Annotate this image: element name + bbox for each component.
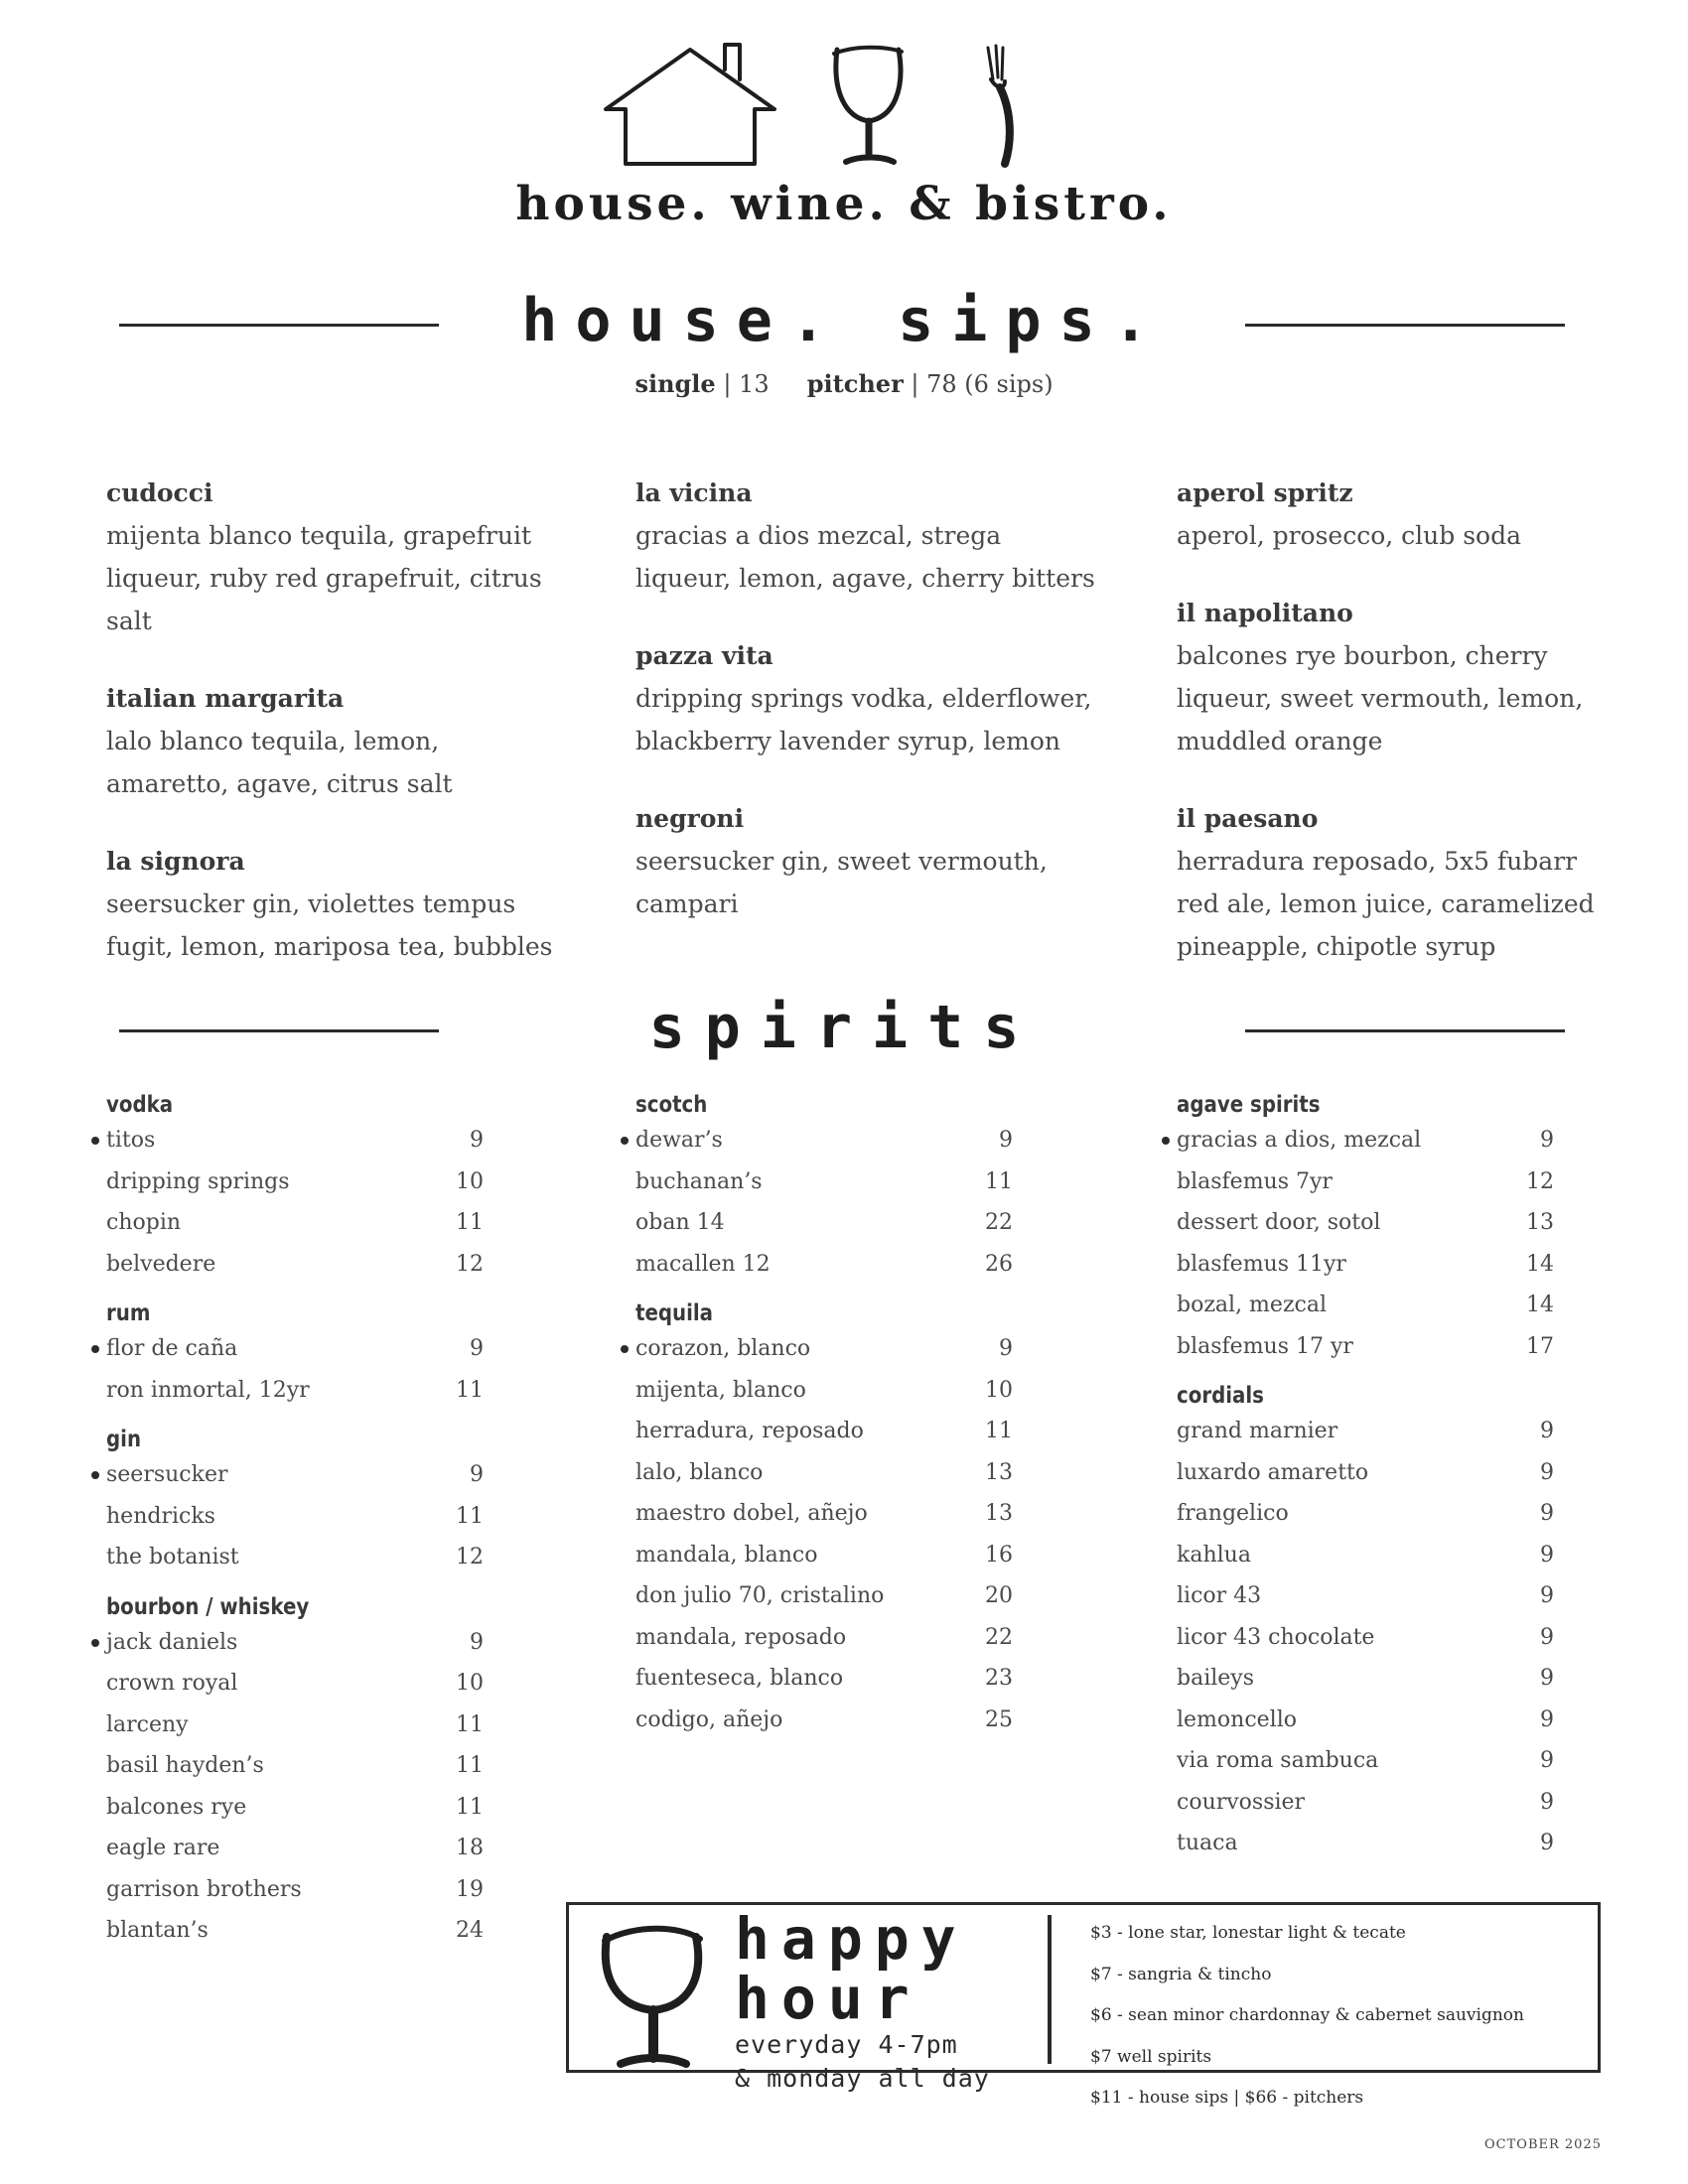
- happy-hour-title: [735, 1905, 968, 2032]
- cocktail-description: mijenta blanco tequila, grapefruit liqueur, ruby red grapefruit, citrus salt: [106, 521, 542, 635]
- happy-hour-times: [735, 2028, 990, 2096]
- spirit-name: blasfemus 7yr: [1177, 1168, 1333, 1194]
- spirit-name: titos: [106, 1128, 156, 1153]
- spirit-category-title: tequila: [635, 1300, 714, 1326]
- cocktail-item: [106, 841, 558, 968]
- spirit-price: 9: [1540, 1706, 1554, 1732]
- spirit-name: lemoncello: [1177, 1706, 1297, 1732]
- spirit-name: via roma sambuca: [1177, 1748, 1379, 1773]
- spirit-item: [106, 1745, 484, 1787]
- cocktail-item: [1177, 593, 1614, 762]
- cocktail-column-1: [106, 473, 558, 1004]
- spirit-item: [1177, 1202, 1554, 1244]
- cocktail-name: il napolitano: [1177, 599, 1353, 627]
- spirit-item: [1177, 1658, 1554, 1700]
- bullet-icon: [621, 1345, 629, 1353]
- cocktail-column-2: [635, 473, 1102, 961]
- spirit-price: 11: [456, 1711, 484, 1737]
- spirit-category: [106, 1090, 484, 1285]
- bullet-icon: [91, 1639, 99, 1647]
- spirit-item: [106, 1370, 484, 1412]
- cocktail-description: seersucker gin, sweet vermouth, campari: [635, 847, 1048, 918]
- spirit-price: 9: [1540, 1583, 1554, 1608]
- spirit-price: 20: [985, 1583, 1013, 1608]
- spirit-name: macallen 12: [635, 1251, 771, 1277]
- spirit-name: dessert door, sotol: [1177, 1210, 1381, 1235]
- brand-name: house. wine. & bistro.: [515, 177, 1173, 231]
- spirit-item: [106, 1910, 484, 1952]
- spirit-item: [1177, 1617, 1554, 1659]
- spirit-name: baileys: [1177, 1666, 1255, 1691]
- spirit-name: the botanist: [106, 1545, 239, 1570]
- spirit-price: 10: [456, 1671, 484, 1696]
- spirit-category-title: gin: [106, 1427, 142, 1452]
- spirit-item: [106, 1120, 484, 1161]
- cocktail-item: [106, 473, 558, 642]
- spirit-name: ron inmortal, 12yr: [106, 1377, 310, 1403]
- spirit-price: 9: [1540, 1419, 1554, 1443]
- spirit-item: [1177, 1326, 1554, 1368]
- spirit-category: [1177, 1090, 1554, 1367]
- spirits-column-1: [106, 1090, 484, 1966]
- spirit-price: 13: [1526, 1210, 1554, 1235]
- happy-hour-times-line2: & monday all day: [735, 2064, 990, 2093]
- spirit-item: [1177, 1411, 1554, 1452]
- spirit-price: 9: [1540, 1501, 1554, 1526]
- spirit-price: 18: [456, 1836, 484, 1860]
- spirit-item: [1177, 1452, 1554, 1494]
- cocktail-item: [635, 798, 1102, 925]
- cocktail-name: aperol spritz: [1177, 478, 1353, 507]
- spirit-item: [635, 1658, 1013, 1700]
- cocktail-item: [635, 473, 1102, 600]
- spirit-price: 11: [456, 1794, 484, 1820]
- spirit-item: [635, 1370, 1013, 1412]
- spirit-item: [106, 1663, 484, 1705]
- spirit-price: 11: [456, 1210, 484, 1235]
- spirit-price: 9: [999, 1128, 1013, 1153]
- spirit-item: [1177, 1740, 1554, 1782]
- spirit-name: crown royal: [106, 1671, 238, 1696]
- spirit-price: 9: [1540, 1831, 1554, 1855]
- spirit-item: [635, 1535, 1013, 1576]
- spirit-price: 11: [456, 1753, 484, 1778]
- spirit-item: [1177, 1285, 1554, 1326]
- spirit-name: mandala, reposado: [635, 1624, 847, 1650]
- spirit-category-title: rum: [106, 1300, 151, 1326]
- spirit-category: [635, 1298, 1013, 1740]
- fork-icon: [988, 46, 1010, 164]
- spirit-name: seersucker: [106, 1462, 228, 1487]
- spirit-item: [1177, 1823, 1554, 1864]
- spirit-price: 25: [985, 1706, 1013, 1732]
- spirit-category-title: agave spirits: [1177, 1092, 1321, 1118]
- spirit-price: 9: [999, 1336, 1013, 1361]
- spirit-price: 11: [456, 1503, 484, 1529]
- spirit-name: corazon, blanco: [635, 1336, 811, 1361]
- spirit-category: [1177, 1381, 1554, 1864]
- spirit-name: grand marnier: [1177, 1419, 1338, 1443]
- spirit-name: basil hayden’s: [106, 1753, 264, 1778]
- spirit-price: 14: [1526, 1251, 1554, 1277]
- cocktail-name: cudocci: [106, 478, 213, 507]
- spirit-price: 9: [470, 1629, 484, 1655]
- house-sips-pricing: [0, 369, 1688, 398]
- cocktail-description: balcones rye bourbon, cherry liqueur, sweet vermouth, lemon, muddled orange: [1177, 641, 1584, 755]
- spirit-price: 9: [1540, 1666, 1554, 1691]
- spirit-price: 9: [470, 1336, 484, 1361]
- happy-hour-deal: $7 - sangria & tincho: [1090, 1964, 1272, 1984]
- spirits-title: spirits: [648, 993, 1040, 1062]
- spirit-price: 9: [1540, 1624, 1554, 1650]
- cocktail-description: gracias a dios mezcal, strega liqueur, lemon, agave, cherry bitters: [635, 521, 1095, 593]
- spirit-price: 16: [985, 1542, 1013, 1568]
- spirit-name: mijenta, blanco: [635, 1377, 806, 1403]
- spirit-item: [1177, 1575, 1554, 1617]
- spirit-name: lalo, blanco: [635, 1459, 764, 1485]
- spirit-item: [106, 1496, 484, 1538]
- happy-hour-title-line1: happy: [735, 1905, 968, 1973]
- spirit-name: kahlua: [1177, 1542, 1251, 1568]
- spirit-name: larceny: [106, 1711, 189, 1737]
- spirit-name: courvossier: [1177, 1789, 1306, 1815]
- spirit-item: [635, 1575, 1013, 1617]
- happy-hour-deal: $11 - house sips | $66 - pitchers: [1090, 2088, 1364, 2108]
- spirit-price: 9: [470, 1462, 484, 1487]
- cocktail-name: la vicina: [635, 478, 753, 507]
- spirit-name: buchanan’s: [635, 1168, 763, 1194]
- spirit-category: [106, 1592, 484, 1952]
- cocktail-item: [106, 678, 558, 805]
- spirit-item: [1177, 1782, 1554, 1824]
- house-icon: [606, 45, 774, 164]
- spirit-name: herradura, reposado: [635, 1419, 864, 1443]
- spirit-price: 26: [985, 1251, 1013, 1277]
- happy-hour-title-line2: hour: [735, 1965, 921, 2032]
- spirit-name: balcones rye: [106, 1794, 247, 1820]
- single-label: single: [634, 369, 716, 398]
- wine-glass-icon: [599, 1919, 708, 2070]
- spirit-price: 23: [985, 1666, 1013, 1691]
- spirit-category-title: bourbon / whiskey: [106, 1593, 310, 1620]
- spirit-price: 19: [456, 1876, 484, 1902]
- spirit-price: 11: [985, 1168, 1013, 1194]
- happy-hour-deal: $7 well spirits: [1090, 2046, 1212, 2067]
- cocktail-name: il paesano: [1177, 804, 1319, 833]
- cocktail-name: italian margarita: [106, 684, 345, 713]
- spirit-item: [1177, 1535, 1554, 1576]
- cocktail-description: herradura reposado, 5x5 fubarr red ale, lemon juice, caramelized pineapple, chipotle syrup: [1177, 847, 1595, 961]
- spirit-price: 9: [1540, 1789, 1554, 1815]
- pitcher-note: (6 sips): [964, 370, 1054, 398]
- spirit-category: [106, 1425, 484, 1578]
- spirit-category: [635, 1090, 1013, 1285]
- spirit-name: belvedere: [106, 1251, 216, 1277]
- spirit-price: 11: [985, 1419, 1013, 1443]
- single-price: | 13: [723, 370, 770, 398]
- spirit-price: 17: [1526, 1333, 1554, 1359]
- spirit-item: [106, 1454, 484, 1496]
- happy-hour-times-line1: everyday 4-7pm: [735, 2030, 958, 2059]
- cocktail-name: pazza vita: [635, 641, 774, 670]
- spirit-name: eagle rare: [106, 1836, 220, 1860]
- spirit-price: 9: [1540, 1748, 1554, 1773]
- spirit-price: 22: [985, 1210, 1013, 1235]
- spirit-name: blasfemus 17 yr: [1177, 1333, 1353, 1359]
- bullet-icon: [1162, 1137, 1170, 1145]
- spirit-name: blantan’s: [106, 1918, 209, 1943]
- spirit-item: [635, 1452, 1013, 1494]
- spirits-column-2: [635, 1090, 1013, 1754]
- happy-hour-deals: [1090, 1913, 1524, 2119]
- spirit-price: 9: [1540, 1128, 1554, 1153]
- spirit-name: licor 43 chocolate: [1177, 1624, 1375, 1650]
- spirit-category-title: vodka: [106, 1092, 174, 1118]
- bullet-icon: [91, 1471, 99, 1479]
- spirit-price: 9: [470, 1128, 484, 1153]
- spirit-name: gracias a dios, mezcal: [1177, 1128, 1422, 1153]
- spirit-name: luxardo amaretto: [1177, 1459, 1369, 1485]
- spirit-item: [635, 1411, 1013, 1452]
- house-sips-title: house. sips.: [521, 286, 1167, 355]
- spirit-item: [106, 1537, 484, 1578]
- spirit-price: 14: [1526, 1293, 1554, 1317]
- cocktail-name: la signora: [106, 847, 245, 876]
- happy-hour-divider: [1048, 1915, 1052, 2064]
- pitcher-price: | 78: [911, 370, 957, 398]
- spirit-name: frangelico: [1177, 1501, 1289, 1526]
- spirit-item: [106, 1869, 484, 1911]
- spirits-column-3: [1177, 1090, 1554, 1878]
- spirit-item: [106, 1705, 484, 1746]
- spirit-price: 9: [1540, 1459, 1554, 1485]
- happy-hour-deal: $3 - lone star, lonestar light & tecate: [1090, 1923, 1406, 1943]
- spirit-category-title: scotch: [635, 1092, 708, 1118]
- spirit-item: [106, 1622, 484, 1664]
- menu-date: OCTOBER 2025: [1484, 2137, 1602, 2152]
- wine-glass-icon: [834, 48, 902, 162]
- cocktail-item: [635, 635, 1102, 762]
- spirit-price: 11: [456, 1377, 484, 1403]
- cocktail-description: aperol, prosecco, club soda: [1177, 521, 1522, 550]
- spirit-price: 10: [456, 1168, 484, 1194]
- spirit-price: 12: [456, 1545, 484, 1570]
- spirit-item: [1177, 1493, 1554, 1535]
- logo-icons: [596, 40, 1152, 174]
- spirit-name: mandala, blanco: [635, 1542, 818, 1568]
- spirit-name: maestro dobel, añejo: [635, 1501, 868, 1526]
- spirit-name: flor de caña: [106, 1336, 238, 1361]
- spirit-category-title: cordials: [1177, 1383, 1264, 1409]
- spirit-item: [106, 1328, 484, 1370]
- spirit-name: hendricks: [106, 1503, 215, 1529]
- cocktail-item: [1177, 798, 1614, 968]
- spirit-price: 13: [985, 1459, 1013, 1485]
- spirit-category: [106, 1298, 484, 1411]
- happy-hour-box: [566, 1902, 1601, 2108]
- spirit-price: 24: [456, 1918, 484, 1943]
- spirit-item: [106, 1161, 484, 1203]
- spirit-name: bozal, mezcal: [1177, 1293, 1328, 1317]
- spirit-item: [635, 1493, 1013, 1535]
- spirit-price: 12: [1526, 1168, 1554, 1194]
- spirit-price: 12: [456, 1251, 484, 1277]
- spirit-item: [635, 1328, 1013, 1370]
- bullet-icon: [91, 1345, 99, 1353]
- spirit-item: [635, 1617, 1013, 1659]
- spirit-item: [635, 1161, 1013, 1203]
- spirit-name: don julio 70, cristalino: [635, 1583, 885, 1608]
- bullet-icon: [621, 1137, 629, 1145]
- spirit-item: [106, 1202, 484, 1244]
- spirit-item: [1177, 1120, 1554, 1161]
- bullet-icon: [91, 1137, 99, 1145]
- spirit-price: 13: [985, 1501, 1013, 1526]
- spirit-item: [635, 1202, 1013, 1244]
- cocktail-description: seersucker gin, violettes tempus fugit, lemon, mariposa tea, bubbles: [106, 889, 553, 961]
- spirit-name: garrison brothers: [106, 1876, 302, 1902]
- spirit-name: dripping springs: [106, 1168, 290, 1194]
- cocktail-description: dripping springs vodka, elderflower, blackberry lavender syrup, lemon: [635, 684, 1092, 755]
- spirit-item: [106, 1244, 484, 1286]
- spirit-item: [106, 1828, 484, 1869]
- cocktail-description: lalo blanco tequila, lemon, amaretto, agave, citrus salt: [106, 727, 453, 798]
- spirit-name: chopin: [106, 1210, 182, 1235]
- spirit-name: dewar’s: [635, 1128, 723, 1153]
- spirit-item: [635, 1120, 1013, 1161]
- spirit-name: licor 43: [1177, 1583, 1262, 1608]
- spirit-name: tuaca: [1177, 1831, 1238, 1855]
- spirit-name: codigo, añejo: [635, 1706, 783, 1732]
- spirit-name: blasfemus 11yr: [1177, 1251, 1346, 1277]
- spirit-price: 22: [985, 1624, 1013, 1650]
- spirit-item: [635, 1700, 1013, 1741]
- spirit-item: [635, 1244, 1013, 1286]
- cocktail-column-3: [1177, 473, 1614, 1004]
- pitcher-label: pitcher: [806, 369, 904, 398]
- spirit-item: [1177, 1161, 1554, 1203]
- spirit-item: [106, 1787, 484, 1829]
- spirit-item: [1177, 1244, 1554, 1286]
- spirit-name: jack daniels: [106, 1629, 238, 1655]
- happy-hour-deal: $6 - sean minor chardonnay & cabernet sauvignon: [1090, 2005, 1524, 2025]
- spirit-price: 9: [1540, 1542, 1554, 1568]
- spirit-name: fuenteseca, blanco: [635, 1666, 844, 1691]
- spirit-price: 10: [985, 1377, 1013, 1403]
- cocktail-name: negroni: [635, 804, 745, 833]
- cocktail-item: [1177, 473, 1614, 557]
- spirit-name: oban 14: [635, 1210, 725, 1235]
- spirit-item: [1177, 1700, 1554, 1741]
